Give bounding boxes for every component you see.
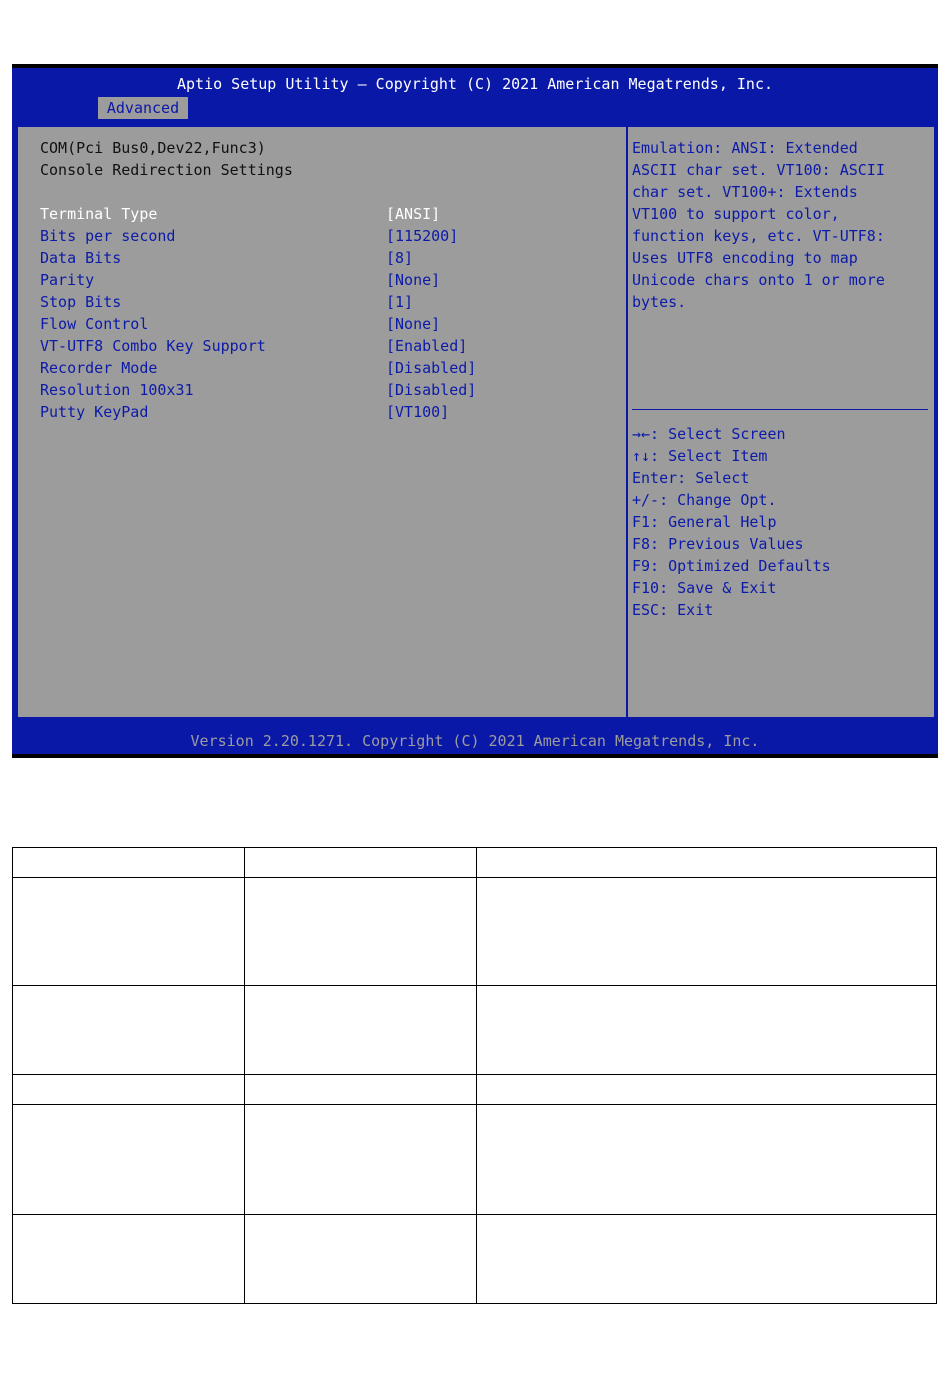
- help-text-line: ASCII char set. VT100: ASCII: [632, 161, 885, 179]
- table-row: [13, 986, 937, 1075]
- help-text-line: char set. VT100+: Extends: [632, 183, 858, 201]
- setting-stop-bits-value[interactable]: [1]: [386, 293, 414, 311]
- table-row: [13, 1215, 937, 1304]
- bios-footer-version: Version 2.20.1271. Copyright (C) 2021 American Megatrends, Inc.: [12, 729, 938, 754]
- setting-vt-utf8-combo-key-label[interactable]: VT-UTF8 Combo Key Support: [40, 337, 266, 355]
- setting-terminal-type-label[interactable]: Terminal Type: [40, 205, 158, 223]
- page-heading-device: COM(Pci Bus0,Dev22,Func3): [40, 139, 266, 157]
- setting-recorder-mode-label[interactable]: Recorder Mode: [40, 359, 158, 377]
- table-cell: [477, 1215, 937, 1304]
- setting-data-bits-label[interactable]: Data Bits: [40, 249, 122, 267]
- table-cell: [13, 848, 245, 878]
- settings-panel: [16, 125, 934, 719]
- key-help-change-opt: +/-: Change Opt.: [632, 491, 777, 509]
- setting-recorder-mode-value[interactable]: [Disabled]: [386, 359, 477, 377]
- help-text-line: bytes.: [632, 293, 687, 311]
- key-help-escape: ESC: Exit: [632, 601, 714, 619]
- setting-terminal-type-value[interactable]: [ANSI]: [386, 205, 441, 223]
- table-cell: [13, 986, 245, 1075]
- settings-pane: [16, 125, 628, 719]
- bios-title: Aptio Setup Utility – Copyright (C) 2021 American Megatrends, Inc.: [176, 75, 774, 93]
- table-cell: [477, 1075, 937, 1105]
- table-cell: [245, 986, 477, 1075]
- key-help-select-screen: →←: Select Screen: [632, 425, 786, 443]
- table-cell: [477, 878, 937, 986]
- table-cell: [13, 1215, 245, 1304]
- setting-putty-keypad-value[interactable]: [VT100]: [386, 403, 450, 421]
- bios-screen: [12, 64, 938, 758]
- table-row: [13, 878, 937, 986]
- table-cell: [13, 1075, 245, 1105]
- table-row: [13, 1105, 937, 1215]
- table-cell: [477, 848, 937, 878]
- tab-advanced[interactable]: Advanced: [98, 97, 188, 119]
- setting-parity-label[interactable]: Parity: [40, 271, 95, 289]
- key-help-optimized-defaults: F9: Optimized Defaults: [632, 557, 831, 575]
- key-help-general-help: F1: General Help: [632, 513, 777, 531]
- setting-flow-control-value[interactable]: [None]: [386, 315, 441, 333]
- table-cell: [477, 986, 937, 1075]
- key-help-save-exit: F10: Save & Exit: [632, 579, 777, 597]
- help-text-line: Emulation: ANSI: Extended: [632, 139, 858, 157]
- table-cell: [245, 1215, 477, 1304]
- table-row: [13, 848, 937, 878]
- table-cell: [245, 1105, 477, 1215]
- help-text-line: Uses UTF8 encoding to map: [632, 249, 858, 267]
- setting-putty-keypad-label[interactable]: Putty KeyPad: [40, 403, 149, 421]
- setting-stop-bits-label[interactable]: Stop Bits: [40, 293, 122, 311]
- help-divider: [632, 409, 928, 410]
- help-text-line: function keys, etc. VT-UTF8:: [632, 227, 885, 245]
- key-help-enter: Enter: Select: [632, 469, 750, 487]
- page-heading-title: Console Redirection Settings: [40, 161, 293, 179]
- key-help-previous-values: F8: Previous Values: [632, 535, 804, 553]
- doc-table: [12, 847, 937, 1304]
- setting-flow-control-label[interactable]: Flow Control: [40, 315, 149, 333]
- key-help-select-item: ↑↓: Select Item: [632, 447, 768, 465]
- help-text-line: Unicode chars onto 1 or more: [632, 271, 885, 289]
- table-cell: [245, 878, 477, 986]
- help-pane: [626, 125, 936, 719]
- setting-bits-per-second-label[interactable]: Bits per second: [40, 227, 176, 245]
- table-cell: [13, 878, 245, 986]
- setting-data-bits-value[interactable]: [8]: [386, 249, 414, 267]
- table-cell: [245, 1075, 477, 1105]
- setting-bits-per-second-value[interactable]: [115200]: [386, 227, 459, 245]
- table-cell: [13, 1105, 245, 1215]
- table-row: [13, 1075, 937, 1105]
- bios-body: [12, 119, 938, 729]
- help-text-line: VT100 to support color,: [632, 205, 840, 223]
- setting-parity-value[interactable]: [None]: [386, 271, 441, 289]
- setting-resolution-value[interactable]: [Disabled]: [386, 381, 477, 399]
- table-cell: [245, 848, 477, 878]
- bios-header: [12, 68, 938, 119]
- setting-vt-utf8-combo-key-value[interactable]: [Enabled]: [386, 337, 468, 355]
- table-cell: [477, 1105, 937, 1215]
- setting-resolution-label[interactable]: Resolution 100x31: [40, 381, 194, 399]
